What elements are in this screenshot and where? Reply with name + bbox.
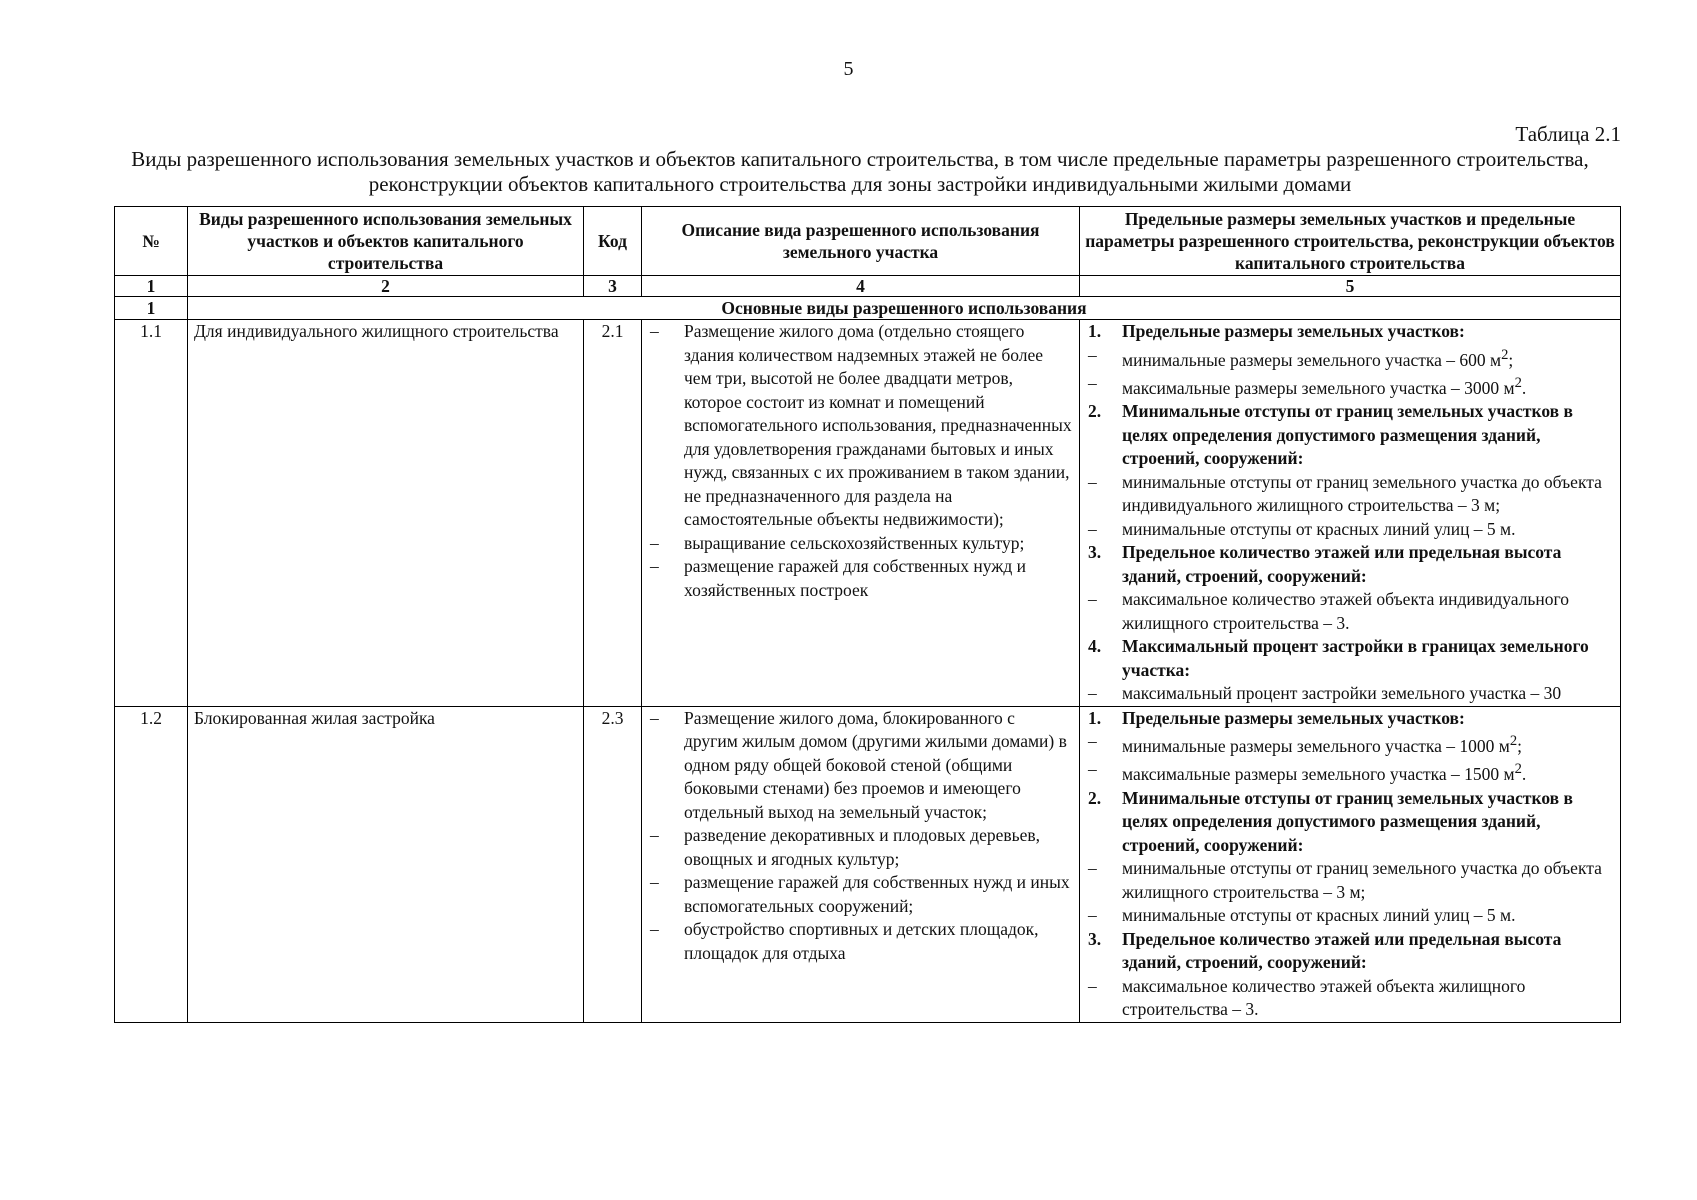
row-description <box>642 320 1080 707</box>
parameter-text: максимальное количество этажей объекта индивидуального жилищного строительства – 3. <box>1122 589 1570 633</box>
parameters-list <box>1086 320 1614 706</box>
page-number: 5 <box>843 58 854 80</box>
parameter-title: Максимальный процент застройки в границах земельного участка: <box>1122 636 1589 680</box>
description-item: – Размещение жилого дома (отдельно стоящего здания количеством надземных этажей не более чем три, высотой не более двадцати метров, которое состоит из комнат и помещений вспомогательного использования, предназначенных для удовлетворения гражданами бытовых и иных нужд, связанных с их проживанием в таком здании, не предназначенного для раздела на самостоятельные объекты недвижимости); <box>648 320 1073 532</box>
parameter-text: минимальные размеры земельного участка – 600 м <box>1122 349 1502 370</box>
table-row <box>115 706 1621 1022</box>
section-row <box>115 297 1621 320</box>
parameter-item <box>1086 518 1614 542</box>
section-title: Основные виды разрешенного использования <box>188 297 1621 320</box>
description-item: – размещение гаражей для собственных нужд и хозяйственных построек <box>648 555 1073 602</box>
description-item: – разведение декоративных и плодовых деревьев, овощных и ягодных культур; <box>648 824 1073 871</box>
parameter-heading <box>1086 320 1614 344</box>
parameter-number: 2. <box>1088 401 1102 422</box>
row-parameters <box>1080 706 1621 1022</box>
parameter-title: Минимальные отступы от границ земельных участков в целях определения допустимого размещения зданий, строений, сооружений: <box>1122 401 1573 469</box>
table-row <box>115 320 1621 707</box>
parameter-text: минимальные отступы от границ земельного участка до объекта жилищного строительства – 3 м; <box>1122 858 1602 902</box>
header-parameters: Предельные размеры земельных участков и предельные параметры разрешенного строительства, реконструкции объектов капитального строительства <box>1080 207 1621 276</box>
parameter-item <box>1086 372 1614 400</box>
parameter-tail: ; <box>1517 735 1523 756</box>
column-number: 5 <box>1080 276 1621 297</box>
parameter-item <box>1086 682 1614 706</box>
parameter-item <box>1086 857 1614 904</box>
row-use-type: Блокированная жилая застройка <box>188 706 584 1022</box>
superscript: 2 <box>1509 733 1518 750</box>
description-item: – размещение гаражей для собственных нужд и иных вспомогательных сооружений; <box>648 871 1073 918</box>
land-use-table <box>114 206 1621 1023</box>
row-use-type: Для индивидуального жилищного строительства <box>188 320 584 707</box>
parameter-title: Предельное количество этажей или предельная высота зданий, строений, сооружений: <box>1122 928 1562 973</box>
parameter-heading <box>1086 787 1614 858</box>
parameter-item <box>1086 975 1614 1022</box>
superscript: 2 <box>1514 761 1522 778</box>
parameter-text: минимальные отступы от красных линий улиц – 5 м. <box>1122 518 1516 539</box>
parameter-heading <box>1086 400 1614 471</box>
parameter-title: Предельные размеры земельных участков: <box>1122 707 1465 728</box>
parameter-text: минимальные отступы от границ земельного участка до объекта индивидуального жилищного строительства – 3 м; <box>1122 471 1602 516</box>
parameter-text: максимальное количество этажей объекта жилищного строительства – 3. <box>1122 975 1526 1020</box>
parameter-number: 1. <box>1088 321 1102 341</box>
parameter-item <box>1086 904 1614 928</box>
parameter-item <box>1086 344 1614 372</box>
column-number: 4 <box>642 276 1080 297</box>
parameter-title: Предельные размеры земельных участков: <box>1122 321 1465 341</box>
superscript: 2 <box>1501 346 1509 363</box>
parameter-tail: . <box>1521 764 1527 785</box>
column-number: 3 <box>584 276 642 297</box>
parameter-item <box>1086 730 1614 758</box>
parameter-text: максимальные размеры земельного участка – 3000 м <box>1122 377 1515 398</box>
row-parameters <box>1080 320 1621 707</box>
row-code: 2.1 <box>584 320 642 707</box>
column-number: 1 <box>115 276 188 297</box>
parameter-item <box>1086 758 1614 786</box>
parameters-list <box>1086 707 1614 1022</box>
header-description: Описание вида разрешенного использования земельного участка <box>642 207 1080 276</box>
parameter-number: 1. <box>1088 707 1102 728</box>
parameter-number: 3. <box>1088 542 1102 563</box>
description-list <box>648 320 1073 602</box>
parameter-text: минимальные размеры земельного участка – 1000 м <box>1122 735 1510 756</box>
table-title: Виды разрешенного использования земельных участков и объектов капитального строительства, в том числе предельные параметры разрешенного строительства, реконструкции объектов капитального строительства для зоны застройки индивидуальными жилыми домами <box>131 147 1589 196</box>
description-item: – выращивание сельскохозяйственных культур; <box>648 532 1073 556</box>
parameter-title: Минимальные отступы от границ земельных участков в целях определения допустимого размещения зданий, строений, сооружений: <box>1122 787 1573 855</box>
superscript: 2 <box>1514 374 1522 391</box>
row-code: 2.3 <box>584 706 642 1022</box>
header-use-type: Виды разрешенного использования земельных участков и объектов капитального строительства <box>188 207 584 276</box>
parameter-item <box>1086 588 1614 635</box>
row-number: 1.2 <box>115 706 188 1022</box>
parameter-heading <box>1086 707 1614 731</box>
parameter-heading <box>1086 541 1614 588</box>
row-description <box>642 706 1080 1022</box>
parameter-heading <box>1086 928 1614 975</box>
table-label: Таблица 2.1 <box>1515 122 1621 146</box>
parameter-number: 2. <box>1088 787 1102 808</box>
description-list <box>648 707 1073 966</box>
section-number: 1 <box>115 297 188 320</box>
parameter-number: 4. <box>1088 636 1102 657</box>
header-number: № <box>115 207 188 276</box>
parameter-tail: . <box>1521 377 1527 398</box>
parameter-tail: ; <box>1508 349 1514 370</box>
header-code: Код <box>584 207 642 276</box>
header-row <box>115 207 1621 276</box>
description-item: – обустройство спортивных и детских площадок, площадок для отдыха <box>648 918 1073 965</box>
parameter-item <box>1086 471 1614 518</box>
column-number-row <box>115 276 1621 297</box>
parameter-text: максимальный процент застройки земельного участка – 30 <box>1122 683 1562 704</box>
column-number: 2 <box>188 276 584 297</box>
description-item: – Размещение жилого дома, блокированного с другим жилым домом (другими жилыми домами) в одном ряду общей боковой стеной (общими боковыми стенами) без проемов и имеющего отдельный выход на земельный участок; <box>648 707 1073 825</box>
row-number: 1.1 <box>115 320 188 707</box>
parameter-text: максимальные размеры земельного участка – 1500 м <box>1122 764 1515 785</box>
parameter-title: Предельное количество этажей или предельная высота зданий, строений, сооружений: <box>1122 542 1562 586</box>
parameter-heading <box>1086 635 1614 682</box>
parameter-text: минимальные отступы от красных линий улиц – 5 м. <box>1122 905 1516 926</box>
parameter-number: 3. <box>1088 928 1102 949</box>
